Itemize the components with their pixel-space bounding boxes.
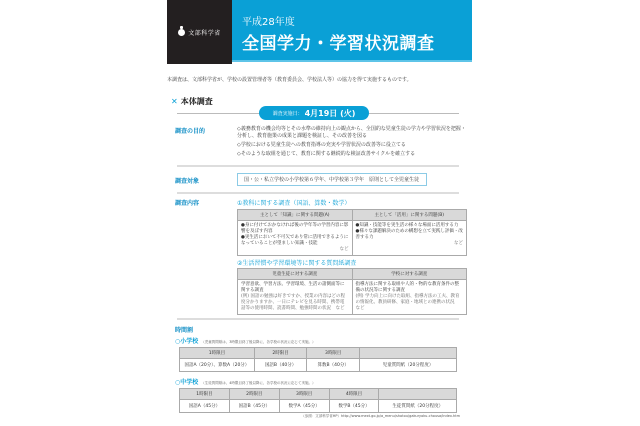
intro-text: 本調査は、文部科学省が、学校の設置管理者等（教育委員会、学校法人等）の協力を得て実施するものです。 <box>167 77 412 83</box>
column-header: 2時限目 <box>229 389 279 400</box>
elementary-timetable <box>179 347 457 372</box>
table-cell: 数学B（45分） <box>329 400 379 413</box>
cell-text: ●実生活において不可欠であり常に活用できるようになっていることが望ましい知識・技能 <box>241 235 349 246</box>
cell-note: (例) 国語の勉強は好きですか、授業の内容はどの程度分かりますか、一日にテレビを見る時間、携帯電話等の使用時間、読書時間、勉強時間の状況 など <box>241 294 345 311</box>
cell-text: ●様々な課題解決のための構想を立て実践し評価・改善する力 <box>355 229 463 240</box>
school-name: ○中学校 <box>175 379 199 386</box>
cell-text: 指導方法に関する取組や人的・物的な教育条件の整備の状況等に関する調査 <box>355 282 459 293</box>
elementary-label <box>175 336 315 345</box>
cell-text: ●知識・技能等を実生活の様々な場面に活用する力 <box>355 223 459 228</box>
junior-high-timetable <box>179 388 457 413</box>
junior-high-label <box>175 377 315 386</box>
subject-survey-table <box>237 209 467 256</box>
column-header <box>379 389 457 400</box>
column-header: 主として「活用」に関する問題(B) <box>352 210 467 221</box>
table-cell: 国語B（45分） <box>229 400 279 413</box>
page-header <box>167 0 472 64</box>
purpose-item: ◇そのような取組を通じて、教育に関する継続的な検証改善サイクルを確立する <box>237 151 416 157</box>
column-header: 児童生徒に対する調査 <box>238 269 353 280</box>
column-header: 1時限目 <box>180 348 255 359</box>
column-header <box>360 348 457 359</box>
column-header: 学校に対する調査 <box>352 269 467 280</box>
column-header: 2時限目 <box>254 348 307 359</box>
cell-note: (例) 学力向上に向けた取組、指導方法の工夫、教育の情報化、教員研修、家庭・地域との連携の状況 など <box>355 294 460 311</box>
document-page <box>167 0 472 426</box>
fiscal-year: 平成28年度 <box>242 17 295 28</box>
column-header: 3時限目 <box>307 348 360 359</box>
content-label: 調査内容 <box>175 200 200 207</box>
questionnaire-title: ②生活習慣や学習環境等に関する質問紙調査 <box>237 260 357 267</box>
etc-text: など <box>339 247 349 252</box>
purpose-item: ◇学校における児童生徒への教育指導の充実や学習状況の改善等に役立てる <box>237 142 406 148</box>
table-cell: 数学A（45分） <box>279 400 329 413</box>
target-label: 調査対象 <box>175 178 200 185</box>
school-note: （生徒質問紙は、4時限目終了後以降に、各学校の状況に応じて実施。） <box>201 381 316 385</box>
subject-survey-title: ①教科に関する調査（国語、算数・数学） <box>237 200 351 207</box>
column-header: 4時限目 <box>329 389 379 400</box>
column-header: 1時限目 <box>180 389 230 400</box>
cell-text: 学習意欲、学習方法、学習環境、生活の諸側面等に関する調査 <box>241 282 345 293</box>
table-cell: 国語B（40分） <box>254 359 307 372</box>
divider <box>177 318 459 320</box>
etc-text: など <box>454 241 463 246</box>
purpose-label: 調査の目的 <box>175 128 206 135</box>
purpose-item: ◇義務教育の機会均等とその水準の維持向上の観点から、全国的な児童生徒の学力や学習状況を把握・分析し、教育施策の成果と課題を検証し、その改善を図る <box>237 126 466 139</box>
survey-date-badge <box>259 106 369 120</box>
reference-link[interactable]: （参照：文部科学省HP）http://www.mext.go.jp/a_menu/shotou/gakuryoku-chousa/index.htm <box>301 414 460 418</box>
table-cell: 児童質問紙（20分程度） <box>360 359 457 372</box>
schedule-title: 時間割 <box>175 327 194 334</box>
column-header: 主として「知識」に関する問題(A) <box>238 210 353 221</box>
divider <box>177 192 459 194</box>
divider <box>177 165 459 167</box>
mext-logo <box>167 0 232 64</box>
table-cell: 国語A（45分） <box>180 400 230 413</box>
title-banner <box>232 0 472 62</box>
table-cell <box>352 221 467 256</box>
target-box: 国・公・私立学校の小学校第６学年、中学校第３学年 原則として全児童生徒 <box>237 173 427 186</box>
cell-text: ●身に付けておかなければ後の学年等の学習内容に影響を及ぼす内容 <box>241 223 349 234</box>
logo-text: 文部科学省 <box>188 29 221 37</box>
table-cell: 生徒質問紙（20分程度） <box>379 400 457 413</box>
emblem-icon <box>178 29 185 36</box>
cross-bullet-icon: ✕ <box>171 97 178 106</box>
section-heading <box>171 96 213 107</box>
questionnaire-table <box>237 268 467 315</box>
table-cell <box>352 280 467 315</box>
table-cell: 算数B（40分） <box>307 359 360 372</box>
table-cell: 国語A（20分）、算数A（20分） <box>180 359 255 372</box>
school-name: ○小学校 <box>175 338 199 345</box>
date-value: 4月19日 (火) <box>304 108 356 118</box>
table-cell <box>238 221 353 256</box>
date-label: 調査実施日： <box>272 110 303 117</box>
page-title: 全国学力・学習状況調査 <box>242 34 435 54</box>
purpose-list <box>237 126 467 160</box>
table-cell <box>238 280 353 315</box>
school-note: （児童質問紙は、3時限目終了後以降に、各学校の状況に応じて実施。） <box>201 340 316 344</box>
column-header: 3時限目 <box>279 389 329 400</box>
section-title: 本体調査 <box>180 97 213 106</box>
